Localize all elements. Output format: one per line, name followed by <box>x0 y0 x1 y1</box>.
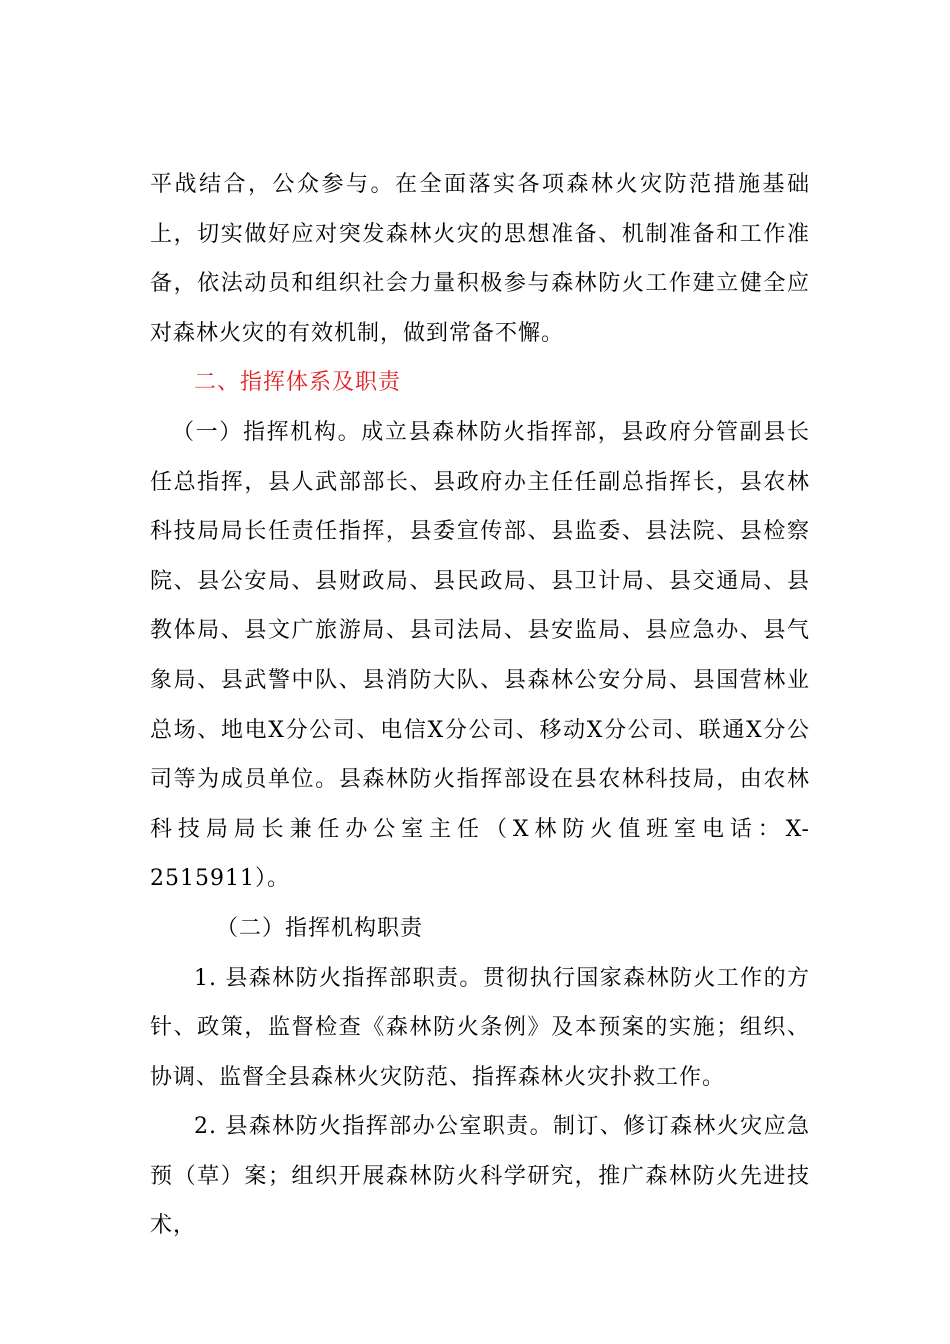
paragraph-principle: 平战结合，公众参与。在全面落实各项森林火灾防范措施基础上，切实做好应对突发森林火灾的思想准备、机制准备和工作准备，依法动员和组织社会力量积极参与森林防火工作建立健全应对森林火灾的有效机制，做到常备不懈。 <box>150 172 810 346</box>
paragraph-item-2: 2. 县森林防火指挥部办公室职责。制订、修订森林火灾应急预（草）案；组织开展森林防火科学研究，推广森林防火先进技术， <box>150 1114 810 1239</box>
paragraph-command-organization: （一）指挥机构。成立县森林防火指挥部，县政府分管副县长任总指挥，县人武部部长、县政府办主任任副总指挥长，县农林科技局局长任责任指挥，县委宣传部、县监委、县法院、县检察院、县公安局、县财政局、县民政局、县卫计局、县交通局、县教体局、县文广旅游局、县司法局、县安监局、县应急办、县气象局、县武警中队、县消防大队、县森林公安分局、县国营林业总场、地电X分公司、电信X分公司、移动X分公司、联通X分公司等为成员单位。县森林防火指挥部设在县农林科技局，由农林科技局局长兼任办公室主任（X林防火值班室电话：X-2515911）。 <box>150 419 810 892</box>
section-heading-command-system: 二、指挥体系及职责 <box>194 370 402 396</box>
document-body <box>150 160 810 1251</box>
subheading-command-duties: （二）指挥机构职责 <box>216 915 424 941</box>
paragraph-item-1: 1. 县森林防火指挥部职责。贯彻执行国家森林防火工作的方针、政策，监督检查《森林防火条例》及本预案的实施；组织、协调、监督全县森林火灾防范、指挥森林火灾扑救工作。 <box>150 965 810 1090</box>
